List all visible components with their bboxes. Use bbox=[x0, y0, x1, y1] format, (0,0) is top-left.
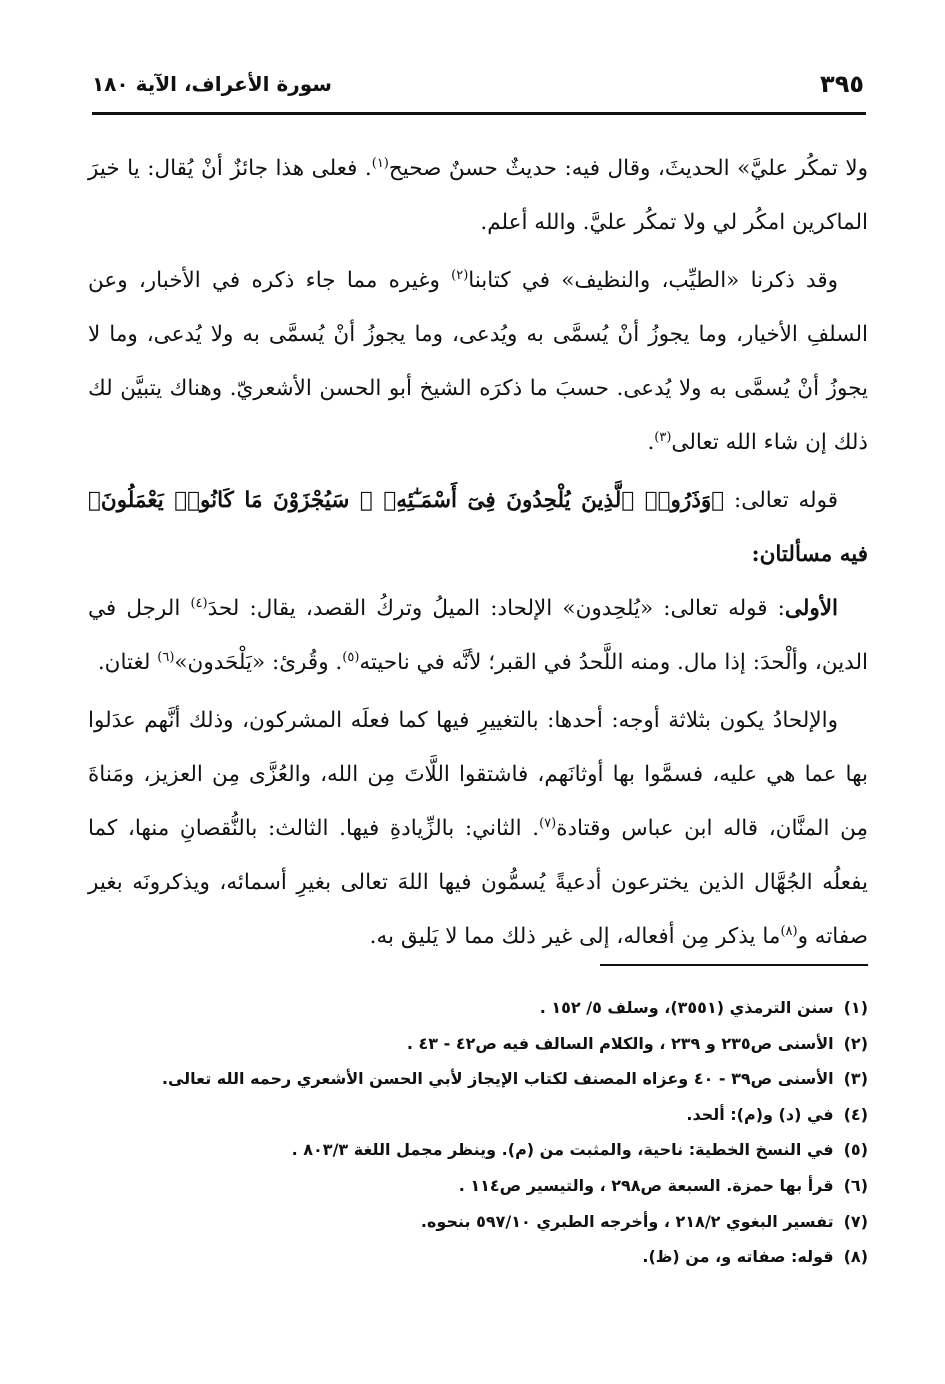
paragraph-2 bbox=[88, 254, 868, 470]
footnote-number: (٦) bbox=[843, 1175, 868, 1195]
footnote-number: (٥) bbox=[843, 1140, 868, 1160]
text-run: وغيره مما جاء ذكره في الأخبار، bbox=[138, 268, 452, 293]
text-run: «يَلْحَدون» bbox=[174, 650, 266, 675]
footnote-1 bbox=[88, 990, 868, 1026]
page-number: ٣٩٥ bbox=[820, 70, 864, 98]
footnote-ref-1[interactable]: (١) bbox=[371, 155, 389, 171]
footnotes bbox=[88, 990, 868, 1275]
text-run: وعن السلفِ الأخيار، وما يجوزُ أنْ يُسمَّى به ويُدعى، وما يجوزُ أنْ يُسمَّى به ولا bbox=[88, 268, 868, 347]
footnote-text: قرأ بها حمزة. السبعة ص٢٩٨ ، والتيسير ص١١٤ . bbox=[458, 1175, 834, 1195]
footnote-number: (٣) bbox=[843, 1069, 868, 1089]
footnote-number: (٨) bbox=[843, 1247, 868, 1267]
section-lead: الأولى bbox=[784, 596, 839, 621]
text-run: قوله تعالى: bbox=[724, 488, 838, 513]
footnote-5 bbox=[88, 1132, 868, 1168]
footnote-8 bbox=[88, 1239, 868, 1275]
page-header bbox=[92, 60, 864, 108]
footnote-number: (٤) bbox=[843, 1104, 868, 1124]
text-run: . bbox=[647, 430, 655, 455]
text-run: يُدعى، وما لا يجوزُ أنْ يُسمَّى به ولا يُدعى. حسبَ ما ذكرَه الشيخ أبو الحسن bbox=[88, 322, 868, 401]
paragraph-3 bbox=[88, 474, 868, 582]
text-run: وقد ذكرنا «الطيِّب، والنظيف» في كتابنا bbox=[468, 268, 838, 293]
footnote-ref-4[interactable]: (٤) bbox=[190, 595, 208, 611]
footnote-2 bbox=[88, 1026, 868, 1062]
footnote-6 bbox=[88, 1168, 868, 1204]
text-run: . وقُرئ: bbox=[271, 650, 343, 675]
text-run: الرجل في الدين، وألْحدَ: إذا مال. ومنه اللَّحدُ في القبر؛ لأنَّه في ناحيته bbox=[88, 596, 868, 675]
text-run: مِن العزيز، ومَناةَ مِن المنَّان، قاله ابن عباس وقتادة bbox=[88, 762, 868, 841]
paragraph-5 bbox=[88, 694, 868, 964]
text-run: لغتان. bbox=[97, 650, 158, 675]
header-divider bbox=[92, 112, 866, 115]
footnote-number: (١) bbox=[843, 998, 868, 1017]
text-run: . فعلى هذا جائزٌ أنْ bbox=[201, 156, 372, 181]
footnote-text: قوله: صفاته و، من (ظ). bbox=[642, 1247, 834, 1267]
text-run: . الثاني: بالزِّيادةِ فيها. الثالث: bbox=[268, 816, 540, 841]
footnote-3 bbox=[88, 1061, 868, 1097]
footnote-number: (٧) bbox=[843, 1211, 868, 1231]
footnote-ref-3[interactable]: (٣) bbox=[654, 429, 672, 445]
text-run: بالنُّقصانِ منها، كما يفعلُه الجُهَّال الذين يخترعون أدعيةً يُسمُّون فيها اللهَ تعالى بغيرِ bbox=[88, 816, 869, 895]
footnote-number: (٢) bbox=[843, 1033, 868, 1053]
text-run: ما يذكر مِن أفعاله، إلى غير ذلك مما لا يَليق به. bbox=[369, 924, 781, 949]
footnote-text: في النسخ الخطية: ناحية، والمثبت من (م). وينظر مجمل اللغة ٨٠٣/٣ . bbox=[291, 1140, 834, 1160]
text-run: ولا تمكُر عليَّ» الحديثَ، وقال فيه: حديثٌ حسنٌ صحيح bbox=[388, 156, 869, 181]
footnote-7 bbox=[88, 1204, 868, 1240]
footnote-ref-5[interactable]: (٥) bbox=[342, 649, 360, 665]
paragraph-4 bbox=[88, 582, 868, 690]
footnote-ref-7[interactable]: (٧) bbox=[539, 815, 557, 831]
quran-verse: ﴿وَذَرُوا۟ ٱلَّذِينَ يُلْحِدُونَ فِىٓ أَسْمَـٰٓئِهِۦ ۚ سَيُجْزَوْنَ مَا كَانُوا۟ يَعْمَلُونَ﴾ bbox=[88, 488, 725, 513]
footnote-text: سنن الترمذي (٣٥٥١)، وسلف ٥/ ١٥٢ . bbox=[539, 998, 834, 1017]
footnote-divider bbox=[600, 964, 868, 966]
footnote-ref-6[interactable]: (٦) bbox=[157, 649, 175, 665]
footnote-4 bbox=[88, 1097, 868, 1133]
text-run: أنَّهم عدَلوا بها عما هي عليه، فسمَّوا بها أوثانَهم، فاشتقوا اللَّاتَ مِن الله، والعُزَّى bbox=[88, 708, 868, 787]
text-run: : قوله تعالى: «يُلحِدون» الإلحاد: الميلُ وتركُ القصد، يقال: لحدَ bbox=[207, 596, 785, 621]
footnote-ref-8[interactable]: (٨) bbox=[780, 923, 798, 939]
text-run: الأشعريّ. وهناك يتبيَّن لك ذلك إن شاء الله تعالى bbox=[88, 376, 868, 455]
footnote-text: الأسنى ص٢٣٥ و ٢٣٩ ، والكلام السالف فيه ص٤٢ - ٤٣ . bbox=[406, 1033, 834, 1053]
text-run: فيه مسألتان: bbox=[751, 542, 868, 567]
main-text bbox=[88, 142, 868, 964]
footnote-ref-2[interactable]: (٢) bbox=[451, 267, 469, 283]
paragraph-1 bbox=[88, 142, 868, 250]
text-run: أسمائه، ويذكرونَه بغير صفاته و bbox=[88, 870, 868, 949]
text-run: والإلحادُ يكون بثلاثة أوجه: أحدها: بالتغييرِ فيها كما فعلَه المشركون، وذلك bbox=[188, 708, 838, 733]
footnote-text: الأسنى ص٣٩ - ٤٠ وعزاه المصنف لكتاب الإيجاز لأبي الحسن الأشعري رحمه الله تعالى. bbox=[161, 1069, 834, 1089]
footnote-text: في (د) و(م): ألحد. bbox=[686, 1104, 834, 1124]
text-run: يُقال: يا خيرَ الماكرين امكُر لي ولا تمكُر عليَّ. والله أعلم. bbox=[88, 156, 868, 235]
running-title: سورة الأعراف، الآية ١٨٠ bbox=[92, 72, 332, 96]
footnote-text: تفسير البغوي ٢١٨/٢ ، وأخرجه الطبري ٥٩٧/١٠ بنحوه. bbox=[420, 1211, 834, 1231]
